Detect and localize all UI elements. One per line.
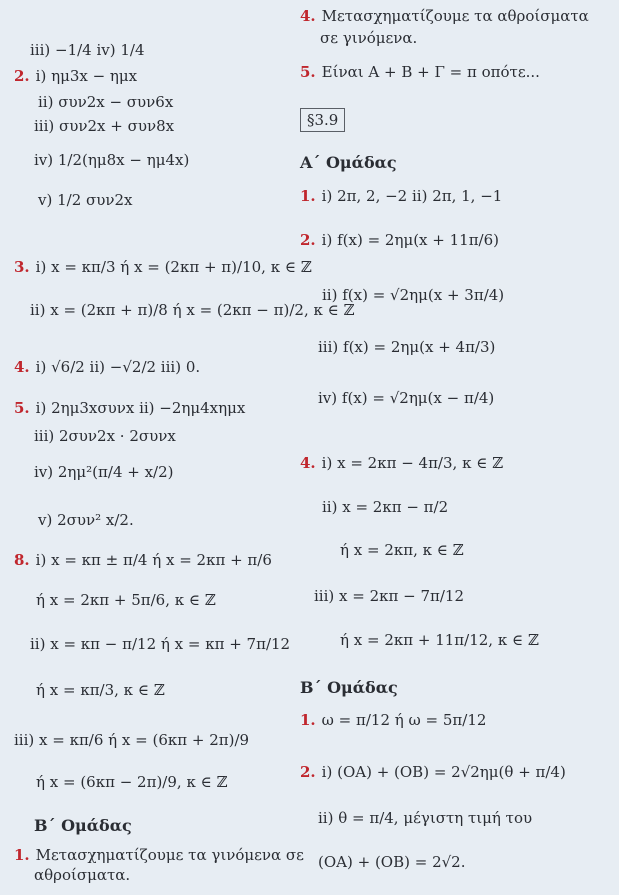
answer-line: iii) f(x) = 2ημ(x + 4π/3) [318, 338, 496, 356]
answer-line: 5. i) 2ημ3xσυνx ii) −2ημ4xημx [14, 399, 246, 417]
answer-line: v) 2συν² x/2. [38, 511, 134, 529]
answer-line: 4. i) √6/2 ii) −√2/2 iii) 0. [14, 358, 201, 376]
answer-line: iv) 2ημ²(π/4 + x/2) [34, 463, 174, 481]
answer-line: ή x = 2κπ + 5π/6, κ ∈ ℤ [36, 591, 216, 609]
answer-line: ii) θ = π/4, μέγιστη τιμή του [318, 809, 533, 827]
answer-line: 2. i) (ΟΑ) + (ΟΒ) = 2√2ημ(θ + π/4) [300, 763, 566, 781]
answer-line: 2. i) f(x) = 2ημ(x + 11π/6) [300, 231, 499, 249]
answer-line: 3. i) x = κπ/3 ή x = (2κπ + π)/10, κ ∈ ℤ [14, 258, 312, 276]
answer-line: iv) f(x) = √2ημ(x − π/4) [318, 389, 495, 407]
answer-line: ii) f(x) = √2ημ(x + 3π/4) [322, 286, 505, 304]
answer-line: ή x = 2κπ + 11π/12, κ ∈ ℤ [340, 631, 539, 649]
answer-line: ii) x = 2κπ − π/2 [322, 498, 449, 516]
section-box: §3.9 [300, 108, 345, 132]
answer-line: αθροίσματα. [34, 866, 131, 884]
answer-line: iii) συν2x + συν8x [34, 117, 175, 135]
answer-line: 8. i) x = κπ ± π/4 ή x = 2κπ + π/6 [14, 551, 272, 569]
answer-line: 2. i) ημ3x − ημx [14, 67, 138, 85]
answer-line: ή x = κπ/3, κ ∈ ℤ [36, 681, 165, 699]
answer-line: 1. ω = π/12 ή ω = 5π/12 [300, 711, 487, 729]
answer-line: 5. Είναι Α + Β + Γ = π οπότε... [300, 63, 540, 81]
answer-line: iii) 2συν2x · 2συνx [34, 427, 176, 445]
answer-line: 1. i) 2π, 2, −2 ii) 2π, 1, −1 [300, 187, 503, 205]
group-a-heading: Α΄ Ομάδας [300, 153, 397, 172]
answer-line: 4. Μετασχηματίζουμε τα αθροίσματα [300, 7, 589, 25]
answer-line: iii) x = κπ/6 ή x = (6κπ + 2π)/9 [14, 731, 250, 749]
answer-line: ii) x = κπ − π/12 ή x = κπ + 7π/12 [30, 635, 291, 653]
answer-line: 1. Μετασχηματίζουμε τα γινόμενα σε [14, 846, 304, 864]
group-b-heading-right: Β΄ Ομάδας [300, 678, 398, 697]
answer-line: iii) −1/4 iv) 1/4 [30, 41, 145, 59]
answer-line: ή x = 2κπ, κ ∈ ℤ [340, 541, 464, 559]
answer-line: 4. i) x = 2κπ − 4π/3, κ ∈ ℤ [300, 454, 504, 472]
answer-line: (ΟΑ) + (ΟΒ) = 2√2. [318, 853, 466, 871]
answer-line: iv) 1/2(ημ8x − ημ4x) [34, 151, 190, 169]
answer-line: σε γινόμενα. [320, 29, 418, 47]
answer-line: ή x = (6κπ − 2π)/9, κ ∈ ℤ [36, 773, 228, 791]
answer-line: ii) συν2x − συν6x [38, 93, 174, 111]
answer-line: v) 1/2 συν2x [38, 191, 133, 209]
answer-line: iii) x = 2κπ − 7π/12 [314, 587, 464, 605]
group-b-heading-left: Β΄ Ομάδας [34, 816, 132, 835]
answer-line: ii) x = (2κπ + π)/8 ή x = (2κπ − π)/2, κ ∈ ℤ [30, 301, 355, 319]
